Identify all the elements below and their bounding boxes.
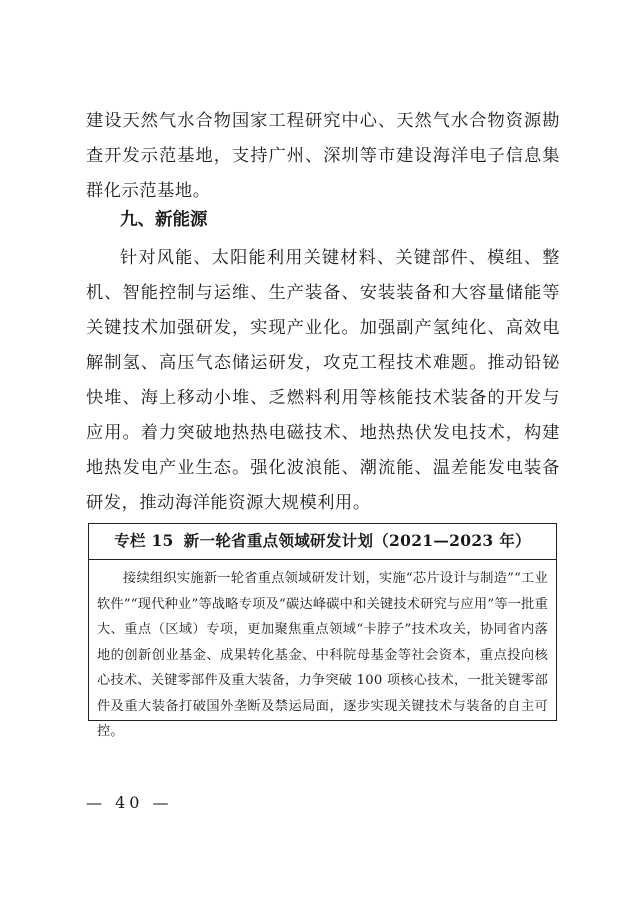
section-paragraph: 针对风能、太阳能利用关键材料、关键部件、模组、整机、智能控制与运维、生产装备、安装装备和大容量储能等关键技术加强研发，实现产业化。加强副产氢纯化、高效电解制氢、高压气态储运研发，攻克工程技术难题。推动铅铋快堆、海上移动小堆、乏燃料利用等核能技术装备的开发与应用。着力突破地热热电磁技术、地热热伏发电技术，构建地热发电产业生态。强化波浪能、潮流能、温差能发电装备研发，推动海洋能资源大规模利用。 — [86, 248, 560, 513]
feature-box-body: 接续组织实施新一轮省重点领域研发计划，实施“芯片设计与制造”“工业软件”“现代种业”等战略专项及“碳达峰碳中和关键技术研究与应用”等一批重大、重点（区域）专项，更加聚焦重点领域“卡脖子”技术攻关，协同省内落地的创新创业基金、成果转化基金、中科院母基金等社会资本，重点投向核心技术、关键零部件及重大装备，力争突破 100 项核心技术，一批关键零部件及重大装备打破国外垄断及禁运局面，逐步实现关键技术与装备的自主可控。 — [97, 571, 548, 739]
section-heading: 九、新能源 — [120, 210, 208, 230]
feature-box-label: 专栏 15 — [114, 531, 174, 550]
page-number: — 40 — — [86, 793, 173, 812]
feature-box-title — [89, 524, 556, 560]
feature-box-heading: 新一轮省重点领域研发计划（2021—2023 年） — [183, 531, 531, 550]
feature-box — [88, 523, 557, 739]
intro-paragraph: 建设天然气水合物国家工程研究中心、天然气水合物资源勘查开发示范基地，支持广州、深圳等市建设海洋电子信息集群化示范基地。 — [86, 111, 560, 201]
